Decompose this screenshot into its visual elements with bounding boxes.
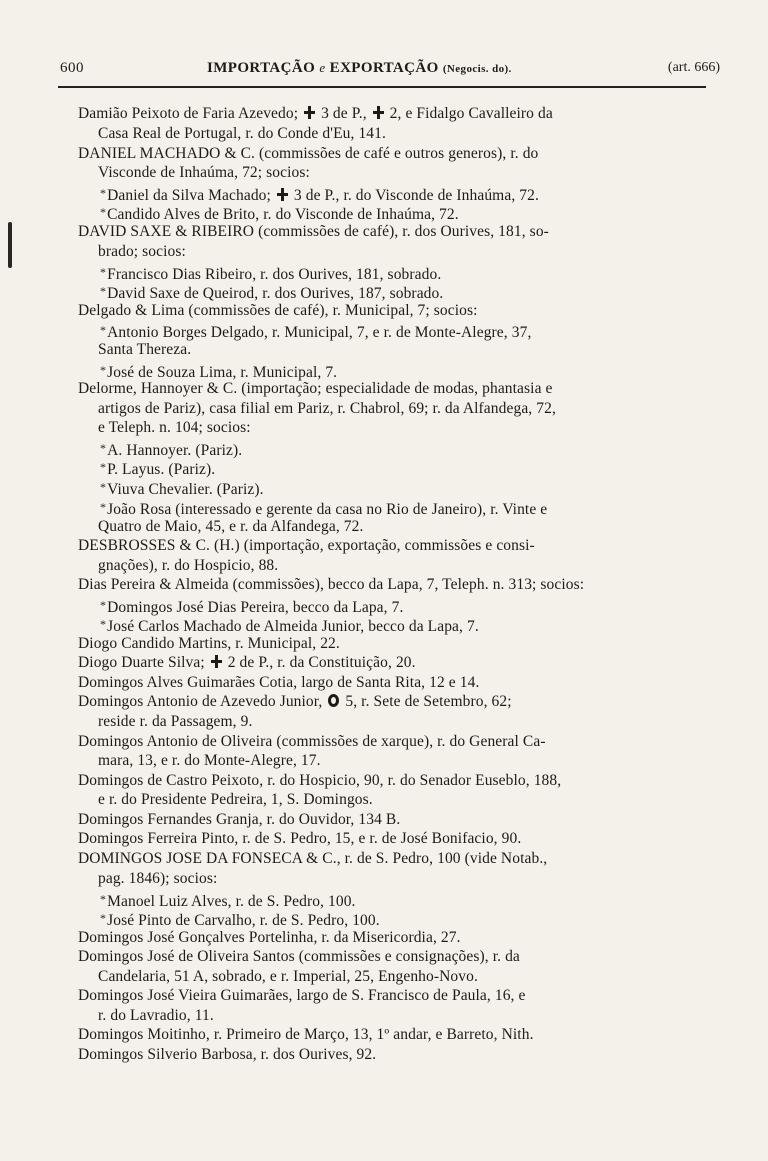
entry-line — [78, 653, 416, 673]
entry-text: DAVID SAXE & RIBEIRO (commissões de café), r. dos Ourives, 181, so- — [78, 223, 549, 240]
partner-asterisk: * — [100, 323, 107, 337]
partner-asterisk: * — [100, 892, 107, 906]
entry-line — [78, 379, 553, 399]
entry-line — [78, 222, 549, 242]
entry-line — [78, 810, 400, 830]
partner-asterisk: * — [100, 205, 107, 219]
continuation-line — [98, 869, 217, 889]
entry-line — [78, 1025, 534, 1045]
entry-text: Domingos Antonio de Oliveira (commissões de xarque), r. do General Ca- — [78, 733, 546, 750]
continuation-line — [98, 163, 310, 183]
entry-text: Domingos José Dias Pereira, becco da Lapa, 7. — [107, 599, 404, 616]
entry-text: Francisco Dias Ribeiro, r. dos Ourives, 181, sobrado. — [107, 266, 442, 283]
entry-text: Domingos José Vieira Guimarães, largo de S. Francisco de Paula, 16, e — [78, 987, 526, 1004]
order-medal-icon — [328, 694, 339, 707]
entry-text: DANIEL MACHADO & C. (commissões de café e outros generos), r. do — [78, 145, 539, 162]
entry-text: Delorme, Hannoyer & C. (importação; especialidade de modas, phantasia e — [78, 380, 553, 397]
partner-asterisk: * — [100, 186, 107, 200]
entry-text: 3 de P., r. do Visconde de Inhaúma, 72. — [293, 187, 539, 204]
partner-asterisk: * — [100, 363, 107, 377]
continuation-line — [98, 712, 252, 732]
entry-line — [78, 301, 478, 321]
partner-asterisk: * — [100, 460, 107, 474]
partner-asterisk: * — [100, 617, 107, 631]
entry-text: gnações), r. do Hospicio, 88. — [98, 557, 279, 574]
entry-line — [78, 771, 561, 791]
entry-line — [78, 144, 538, 164]
entry-text: Domingos Alves Guimarães Cotia, largo de Santa Rita, 12 e 14. — [78, 674, 480, 691]
partner-asterisk: * — [100, 265, 107, 279]
entry-text: Domingos Antonio de Azevedo Junior, — [78, 693, 323, 710]
order-cross-icon — [211, 655, 222, 668]
margin-mark — [8, 222, 12, 268]
continuation-line — [98, 399, 556, 419]
page-header — [60, 60, 720, 86]
entry-line — [78, 928, 461, 948]
entry-text: Diogo Duarte Silva; — [78, 654, 205, 671]
title-subtitle: (Negocis. do). — [442, 63, 512, 75]
continuation-line — [98, 418, 251, 438]
title-exportacao: EXPORTAÇÃO — [329, 60, 439, 76]
entry-line — [78, 575, 584, 595]
continuation-line — [98, 1006, 214, 1026]
page-number: 600 — [60, 60, 84, 76]
entry-text: Domingos de Castro Peixoto, r. do Hospicio, 90, r. do Senador Euseblo, 188, — [78, 772, 562, 789]
partner-asterisk: * — [100, 500, 107, 514]
entry-text: Daniel da Silva Machado; — [107, 187, 271, 204]
entry-line — [78, 634, 340, 654]
entry-line — [78, 986, 525, 1006]
entry-text: A. Hannoyer. (Pariz). — [107, 442, 243, 459]
entry-line — [78, 732, 546, 752]
title-conjunction: e — [319, 60, 326, 75]
continuation-line — [98, 517, 363, 537]
title-importacao: IMPORTAÇÃO — [207, 60, 316, 76]
order-cross-icon — [277, 188, 288, 201]
entry-text: 2 de P., r. da Constituição, 20. — [227, 654, 416, 671]
entry-text: Domingos Fernandes Granja, r. do Ouvidor, 134 B. — [78, 811, 401, 828]
continuation-line — [98, 790, 373, 810]
entry-text: Quatro de Maio, 45, e r. da Alfandega, 72. — [98, 518, 364, 535]
partner-asterisk: * — [100, 441, 107, 455]
order-cross-icon — [304, 106, 315, 119]
entry-text: pag. 1846); socios: — [98, 870, 218, 887]
partner-asterisk: * — [100, 598, 107, 612]
entry-line — [78, 1045, 376, 1065]
entry-line — [78, 849, 547, 869]
partner-asterisk: * — [100, 480, 107, 494]
entry-text: e Teleph. n. 104; socios: — [98, 419, 251, 436]
running-title — [207, 60, 512, 77]
continuation-line — [98, 967, 478, 987]
entry-line — [78, 947, 520, 967]
entry-text: Domingos Moitinho, r. Primeiro de Março, 13, 1º andar, e Barreto, Nith. — [78, 1026, 534, 1043]
continuation-line — [98, 124, 386, 144]
entry-text: Viuva Chevalier. (Pariz). — [107, 481, 264, 498]
entry-text: Delgado & Lima (commissões de café), r. Municipal, 7; socios: — [78, 302, 478, 319]
entry-text: Visconde de Inhaúma, 72; socios: — [98, 164, 310, 181]
continuation-line — [98, 556, 278, 576]
entry-text: artigos de Pariz), casa filial em Pariz, r. Chabrol, 69; r. da Alfandega, 72, — [98, 400, 556, 417]
section-reference: (art. 666) — [667, 60, 720, 75]
order-cross-icon — [373, 106, 384, 119]
partner-asterisk: * — [100, 911, 107, 925]
entry-text: Domingos Silverio Barbosa, r. dos Ourives, 92. — [78, 1046, 377, 1063]
entry-text: DOMINGOS JOSE DA FONSECA & C., r. de S. Pedro, 100 (vide Notab., — [78, 850, 548, 867]
entry-text: José de Souza Lima, r. Municipal, 7. — [107, 364, 338, 381]
entry-text: José Carlos Machado de Almeida Junior, becco da Lapa, 7. — [107, 618, 479, 635]
entry-text: e r. do Presidente Pedreira, 1, S. Domingos. — [98, 791, 373, 808]
partner-asterisk: * — [100, 284, 107, 298]
entry-text: reside r. da Passagem, 9. — [98, 713, 253, 730]
entry-text: Domingos José Gonçalves Portelinha, r. da Misericordia, 27. — [78, 929, 461, 946]
entry-text: Dias Pereira & Almeida (commissões), becco da Lapa, 7, Teleph. n. 313; socios: — [78, 576, 585, 593]
entry-text: Domingos Ferreira Pinto, r. de S. Pedro, 15, e r. de José Bonifacio, 90. — [78, 830, 522, 847]
entry-line — [78, 536, 535, 556]
entry-text: João Rosa (interessado e gerente da casa no Rio de Janeiro), r. Vinte e — [107, 501, 548, 518]
entry-text: brado; socios: — [98, 243, 186, 260]
continuation-line — [98, 340, 191, 360]
header-rule — [58, 86, 706, 88]
continuation-line — [98, 751, 321, 771]
entry-text: Damião Peixoto de Faria Azevedo; — [78, 105, 299, 122]
entry-text: 5, r. Sete de Setembro, 62; — [345, 693, 512, 710]
entry-text: Domingos José de Oliveira Santos (commissões e consignações), r. da — [78, 948, 520, 965]
entry-text: Diogo Candido Martins, r. Municipal, 22. — [78, 635, 340, 652]
entry-text: Candido Alves de Brito, r. do Visconde de Inhaúma, 72. — [107, 206, 459, 223]
continuation-line — [98, 242, 186, 262]
entry-text: José Pinto de Carvalho, r. de S. Pedro, 100. — [107, 912, 380, 929]
entry-text: 2, e Fidalgo Cavalleiro da — [389, 105, 553, 122]
entry-text: 3 de P., — [321, 105, 367, 122]
entry-text: Santa Thereza. — [98, 341, 192, 358]
entry-text: Manoel Luiz Alves, r. de S. Pedro, 100. — [107, 893, 356, 910]
entry-text: r. do Lavradio, 11. — [98, 1007, 214, 1024]
entry-line — [78, 104, 553, 124]
entry-line — [78, 829, 521, 849]
entry-text: David Saxe de Queirod, r. dos Ourives, 187, sobrado. — [107, 285, 444, 302]
entry-line — [78, 692, 512, 712]
entry-text: DESBROSSES & C. (H.) (importação, exportação, commissões e consi- — [78, 537, 535, 554]
entry-text: mara, 13, e r. do Monte-Alegre, 17. — [98, 752, 321, 769]
entry-line — [78, 673, 479, 693]
entry-text: P. Layus. (Pariz). — [107, 461, 216, 478]
entry-text: Antonio Borges Delgado, r. Municipal, 7, e r. de Monte-Alegre, 37, — [107, 324, 532, 341]
entry-text: Casa Real de Portugal, r. do Conde d'Eu, 141. — [98, 125, 386, 142]
entry-text: Candelaria, 51 A, sobrado, e r. Imperial, 25, Engenho-Novo. — [98, 968, 478, 985]
